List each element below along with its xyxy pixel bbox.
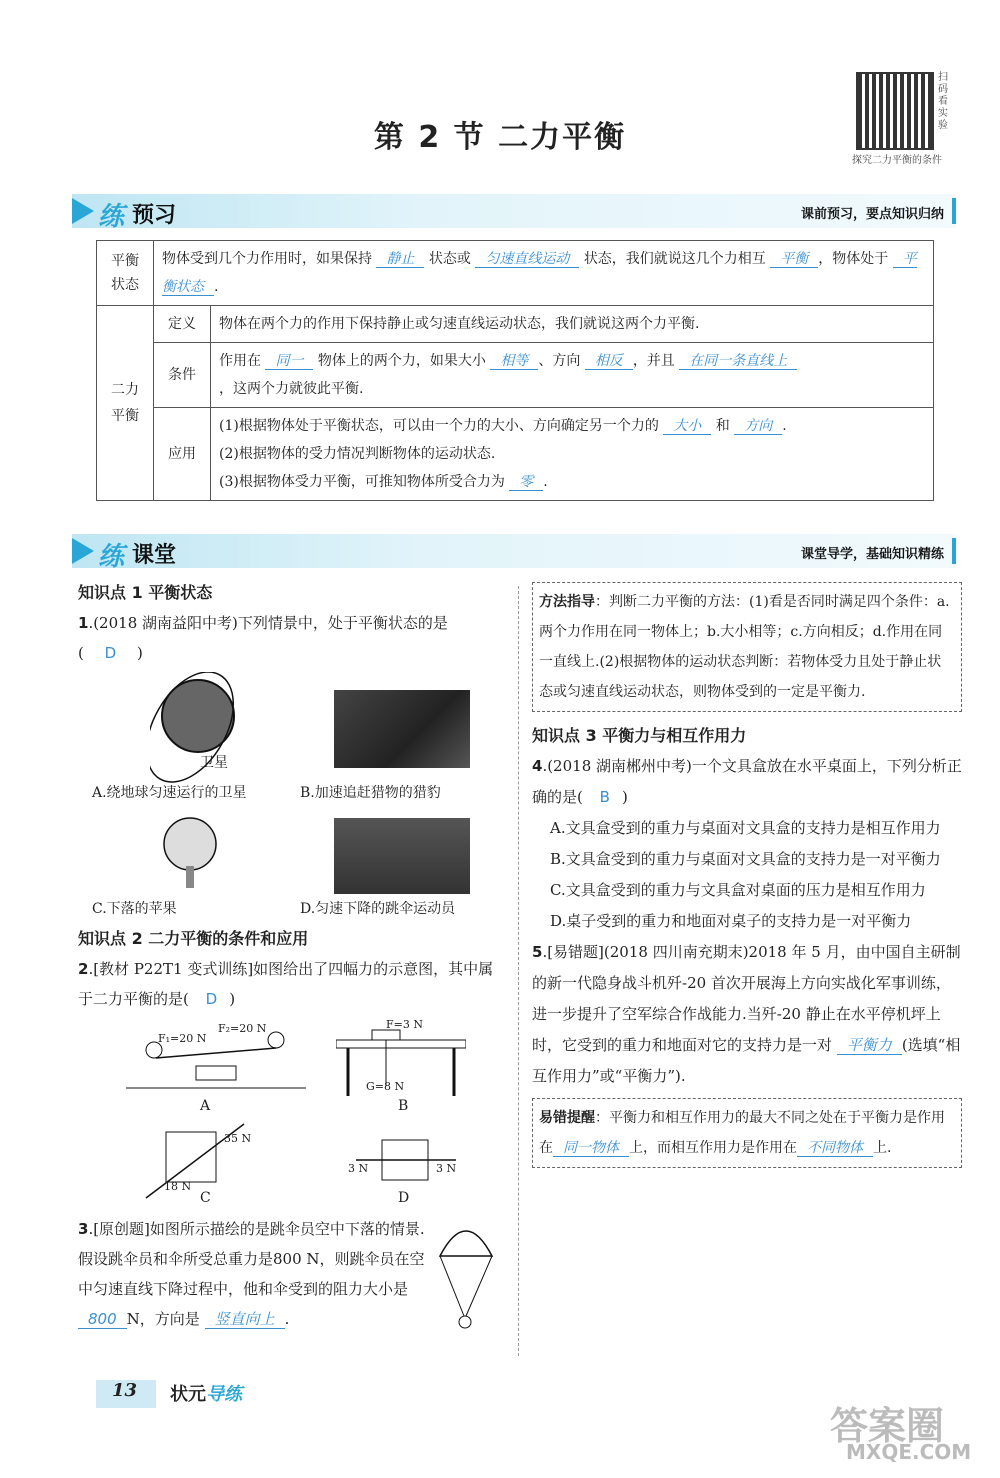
child-2: [268, 1032, 284, 1048]
tree-crown: [164, 818, 216, 870]
application-text: [211, 408, 934, 501]
option-b: B.加速追赶猎物的猎豹: [300, 785, 441, 801]
label-a-f2: F₂=20 N: [218, 1022, 267, 1035]
preview-table: [96, 240, 934, 501]
label-d-r: 3 N: [436, 1162, 457, 1175]
answer: 竖直向上: [205, 1310, 285, 1329]
knowledge-point-2: 知识点 2 二力平衡的条件和应用: [78, 929, 309, 948]
left-column: [78, 578, 498, 668]
banner-lian: 练: [98, 202, 125, 232]
q4-option-b: B.文具盒受到的重力与桌面对文具盒的支持力是一对平衡力: [550, 850, 941, 868]
question-number: 5: [532, 943, 543, 961]
answer: 平衡状态: [162, 251, 917, 295]
error-title: 易错提醒: [539, 1110, 595, 1126]
sub-label: 定义: [154, 306, 211, 343]
text: 状态或: [428, 251, 471, 267]
page-number: 13: [112, 1380, 138, 1401]
question-4: [532, 751, 962, 813]
banner-heading: 预习: [132, 203, 177, 228]
option-a: A.绕地球匀速运行的卫星: [92, 785, 247, 801]
answer: 平衡: [770, 251, 818, 268]
text: (1)根据物体处于平衡状态，可以由一个力的大小、方向确定另一个力的: [219, 418, 659, 434]
paraglider-figure: [436, 1216, 496, 1342]
text: 作用在: [219, 353, 261, 369]
question-text: .[教材 P22T1 变式训练]如图给出了四幅力的示意图，其中属于二力平衡的是(: [78, 960, 494, 1008]
question-text: .[原创题]如图所示描绘的是跳伞员空中下落的情景.假设跳伞员和伞所受总重力是800 N，则跳伞员在空中匀速直线下降过程中，他和伞受到的阻力大小是: [78, 1220, 425, 1298]
paren: ): [136, 644, 143, 662]
text: 、方向: [538, 353, 581, 369]
paren: ): [621, 788, 628, 806]
label-c-18: 18 N: [164, 1180, 192, 1193]
answer: 匀速直线运动: [475, 251, 579, 268]
option-d: D.匀速下降的跳伞运动员: [300, 901, 456, 917]
option-c: C.下落的苹果: [92, 901, 177, 917]
text: 物体受到几个力作用时，如果保持: [162, 251, 372, 267]
question-3: [78, 1214, 428, 1334]
answer: 不同物体: [797, 1140, 873, 1157]
text: .: [782, 418, 787, 434]
question-number: 4: [532, 757, 543, 775]
question-text: N，方向是: [126, 1310, 200, 1328]
question-text: (选填“相互作用力”或“平衡力”).: [532, 1036, 961, 1085]
definition-text: 物体在两个力的作用下保持静止或匀速直线运动状态，我们就说这两个力平衡.: [211, 306, 934, 343]
q4-option-d: D.桌子受到的重力和地面对桌子的支持力是一对平衡力: [550, 912, 912, 930]
knowledge-point-1: 知识点 1 平衡状态: [78, 583, 213, 602]
rope: [156, 1048, 276, 1058]
jumper: [459, 1316, 471, 1328]
method-tip-box: [532, 582, 962, 712]
brand-2: 导练: [206, 1384, 242, 1405]
arrow-icon: [72, 538, 94, 564]
qr-caption: 探究二力平衡的条件: [852, 155, 942, 166]
cheetah-photo: [334, 690, 470, 768]
column-divider: [518, 586, 519, 1356]
question-text: .: [284, 1310, 290, 1328]
row-label: 二力平衡: [97, 306, 154, 501]
banner-bar: [952, 538, 956, 564]
satellite-label: 卫星: [200, 755, 228, 771]
class-banner: [72, 534, 956, 572]
block: [166, 1132, 216, 1182]
answer: 方向: [734, 418, 782, 435]
preview-banner: [72, 194, 956, 232]
text: 物体上的两个力，如果大小: [317, 353, 486, 369]
left-column-2: [78, 924, 498, 1014]
table-top: [336, 1040, 466, 1048]
answer: 大小: [663, 418, 711, 435]
answer: 同一物体: [553, 1140, 629, 1157]
banner-subtitle: 课堂导学，基础知识精练: [800, 547, 944, 562]
question-number: 1: [78, 614, 89, 632]
question-1: [78, 608, 498, 668]
tree-trunk: [186, 866, 194, 888]
banner-bar: [952, 198, 956, 224]
parachute-photo: [334, 818, 470, 894]
text: (2)根据物体的受力情况判断物体的运动状态.: [219, 446, 496, 462]
qr-side-text: 扫码看实验: [938, 72, 948, 131]
label-c-35: 35 N: [224, 1132, 252, 1145]
line: [440, 1256, 464, 1316]
sub-label: 条件: [154, 343, 211, 408]
label-b: B: [398, 1098, 409, 1114]
banner-heading: 课堂: [132, 543, 177, 568]
label-d-l: 3 N: [348, 1162, 369, 1175]
answer: 相反: [585, 353, 633, 370]
answer: 相等: [490, 353, 538, 370]
question-2: [78, 954, 498, 1014]
answer: 零: [509, 474, 543, 491]
banner-lian: 练: [98, 542, 125, 572]
error-text: 上，而相互作用力是作用在: [629, 1140, 797, 1156]
answer: 在同一条直线上: [679, 353, 797, 370]
answer: 平衡力: [837, 1036, 902, 1055]
question-number: 2: [78, 960, 89, 978]
answer: B: [599, 788, 610, 806]
text: 和: [715, 418, 730, 434]
error-text: ：平衡力和相互作用力的最大不同之处在于平衡力是作用在: [539, 1110, 945, 1156]
text: 状态，我们就说这几个力相互: [583, 251, 766, 267]
figure-d: [356, 1136, 456, 1186]
label-b-f: F=3 N: [386, 1018, 423, 1031]
error-text: 上.: [873, 1140, 892, 1156]
qr-code: [856, 72, 934, 150]
line: [466, 1256, 492, 1316]
figure-a: [126, 1018, 306, 1098]
brand-logo: [170, 1380, 242, 1406]
question-5: [532, 937, 962, 1092]
knowledge-point-3: 知识点 3 平衡力与相互作用力: [532, 726, 747, 745]
error-tip-box: [532, 1098, 962, 1168]
label-c: C: [200, 1190, 211, 1206]
q4-option-a: A.文具盒受到的重力与桌面对文具盒的支持力是相互作用力: [550, 819, 941, 837]
label-a-f1: F₁=20 N: [158, 1032, 207, 1045]
label-a: A: [200, 1098, 211, 1114]
answer: D: [104, 644, 117, 662]
method-title: 方法指导: [539, 594, 595, 610]
box: [372, 1030, 400, 1040]
cart: [196, 1066, 236, 1080]
row-label: 平衡状态: [97, 241, 154, 306]
text: .: [214, 279, 219, 295]
question-text: .(2018 湖南郴州中考)一个文具盒放在水平桌面上，下列分析正确的是(: [532, 757, 962, 806]
label-d: D: [398, 1190, 410, 1206]
row-content: [154, 241, 934, 306]
text: (3)根据物体受力平衡，可推知物体所受合力为: [219, 474, 505, 490]
question-text: .[易错题](2018 四川南充期末)2018 年 5 月，由中国自主研制的新一代隐身战斗机歼-20 首次开展海上方向实战化军事训练，进一步提升了空军综合作战能力.当歼-20 静止在水平停机坪上时，它受到的重力和地面对它的支持力是一对: [532, 943, 961, 1054]
condition-text: [211, 343, 934, 408]
apple-tree-figure: [150, 816, 230, 890]
text: .: [543, 474, 548, 490]
page-title: 第 2 节 二力平衡: [373, 120, 627, 155]
text: ，并且: [632, 353, 675, 369]
canopy: [440, 1231, 492, 1256]
method-text: ：判断二力平衡的方法：(1)看是否同时满足四个条件：a.两个力作用在同一物体上；b.大小相等；c.方向相反；d.作用在同一直线上.(2)根据物体的运动状态判断：若物体受力且处于静止状态或匀速直线运动状态，则物体受到的一定是平衡力.: [539, 594, 950, 700]
answer: 800: [78, 1310, 127, 1329]
question-text: .(2018 湖南益阳中考)下列情景中，处于平衡状态的是: [88, 614, 448, 632]
paren: (: [78, 644, 84, 662]
brand-1: 状元: [170, 1384, 206, 1405]
sub-label: 应用: [154, 408, 211, 501]
q4-option-c: C.文具盒受到的重力与文具盒对桌面的压力是相互作用力: [550, 881, 926, 899]
answer: 同一: [265, 353, 313, 370]
watermark: 答案圈: [830, 1404, 945, 1448]
right-column: [532, 582, 962, 1168]
answer: 静止: [376, 251, 424, 268]
earth-satellite-figure: [150, 672, 240, 792]
paren: ): [229, 990, 236, 1008]
text: ，这两个力就彼此平衡.: [219, 381, 364, 397]
label-b-g: G=8 N: [366, 1080, 405, 1093]
banner-subtitle: 课前预习，要点知识归纳: [800, 207, 944, 222]
question-number: 3: [78, 1220, 89, 1238]
watermark-url: MXQE.COM: [846, 1440, 972, 1464]
arrow-icon: [72, 198, 94, 224]
text: ，物体处于: [818, 251, 889, 267]
answer: D: [205, 990, 218, 1008]
